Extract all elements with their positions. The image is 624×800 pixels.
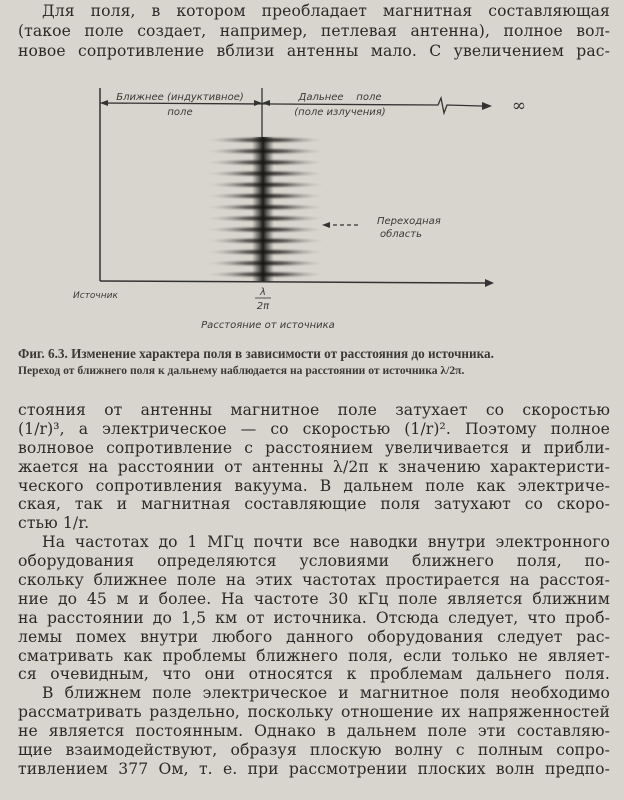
near-field-label: Ближнее (индуктивное)	[116, 92, 244, 103]
near-field-label-2: поле	[167, 107, 193, 118]
text-line: тивлением 377 Ом, т. е. при рассмотрении плоских волн предпо-	[18, 759, 610, 778]
figure-caption-title: Фиг. 6.3. Изменение характера поля в зависимости от расстояния до источника.	[18, 346, 494, 361]
top-scale-arrow-icon	[482, 102, 492, 110]
text-line: жается на расстоянии от антенны λ/2π к значению характеристи-	[18, 457, 610, 476]
text-line: (такое поле создает, например, петлевая антенна), полное вол-	[18, 21, 610, 40]
text-line: не является постоянным. Однако в дальнем поле эти составляю-	[18, 722, 610, 741]
text-line: стояния от антенны магнитное поле затухает со скоростью	[18, 401, 610, 419]
transition-core	[252, 137, 274, 282]
source-label: Источник	[73, 291, 118, 301]
text-line: на расстоянии до 1,5 км от источника. Отсюда следует, что проб-	[18, 608, 610, 627]
text-line: ческого сопротивления вакуума. В дальнем поле как электриче-	[18, 476, 610, 495]
near-right-arrow-icon	[254, 100, 262, 106]
body-text	[18, 401, 610, 779]
text-line: лемы помех внутри любого данного оборудования следует рас-	[18, 627, 610, 646]
text-line: сматривать как проблемы ближнего поля, если только не являет-	[18, 646, 610, 665]
text-line: ние до 45 м и более. На частоте 30 кГц поле является ближним	[18, 589, 610, 608]
figure-caption-text: Переход от ближнего поля к дальнему наблюдается на расстоянии от источника λ/2π.	[18, 364, 465, 377]
far-field-label-2: (поле излучения)	[294, 107, 386, 118]
far-field-label: Дальнее поле	[298, 92, 382, 103]
two-pi-label: 2π	[256, 301, 270, 312]
transition-label-2: область	[380, 229, 423, 240]
lambda-label: λ	[260, 287, 266, 298]
text-line: В ближнем поле электрическое и магнитное поля необходимо	[42, 684, 610, 703]
text-line: Для поля, в котором преобладает магнитная составляющая	[42, 2, 610, 20]
figure-near-far-field	[0, 80, 624, 340]
text-line: ская, так и магнитная составляющие поля затухают со скоро-	[18, 495, 610, 514]
text-line: (1/r)³, а электрическое — со скоростью (1/r)². Поэтому полное	[18, 419, 610, 438]
text-line: волновое сопротивление с расстоянием увеличивается и прибли-	[18, 438, 610, 457]
text-line: оборудования определяются условиями ближнего поля, по-	[18, 552, 610, 571]
transition-arrow-icon	[322, 222, 330, 228]
transition-label: Переходная	[377, 216, 441, 227]
x-axis-label: Расстояние от источника	[201, 320, 335, 331]
x-axis	[100, 281, 485, 283]
text-line: скольку ближнее поле на этих частотах простирается на расстоя-	[18, 571, 610, 590]
x-axis-arrow-icon	[485, 279, 494, 287]
text-line: рассматривать раздельно, поскольку отношение их напряженностей	[18, 703, 610, 722]
text-line: новое сопротивление вблизи антенны мало. С увеличением рас-	[18, 41, 610, 60]
text-line: На частотах до 1 МГц почти все наводки внутри электронного	[42, 533, 610, 552]
text-line: стью 1/r.	[18, 514, 90, 533]
near-left-arrow-icon	[100, 100, 108, 106]
infinity-symbol: ∞	[511, 96, 527, 116]
far-left-arrow-icon	[262, 100, 270, 106]
text-line: ся очевидным, что они относятся к проблемам дальнего поля.	[18, 665, 610, 684]
intro-paragraph	[18, 2, 610, 62]
text-line: щие взаимодействуют, образуя плоскую волну с полным сопро-	[18, 741, 610, 760]
